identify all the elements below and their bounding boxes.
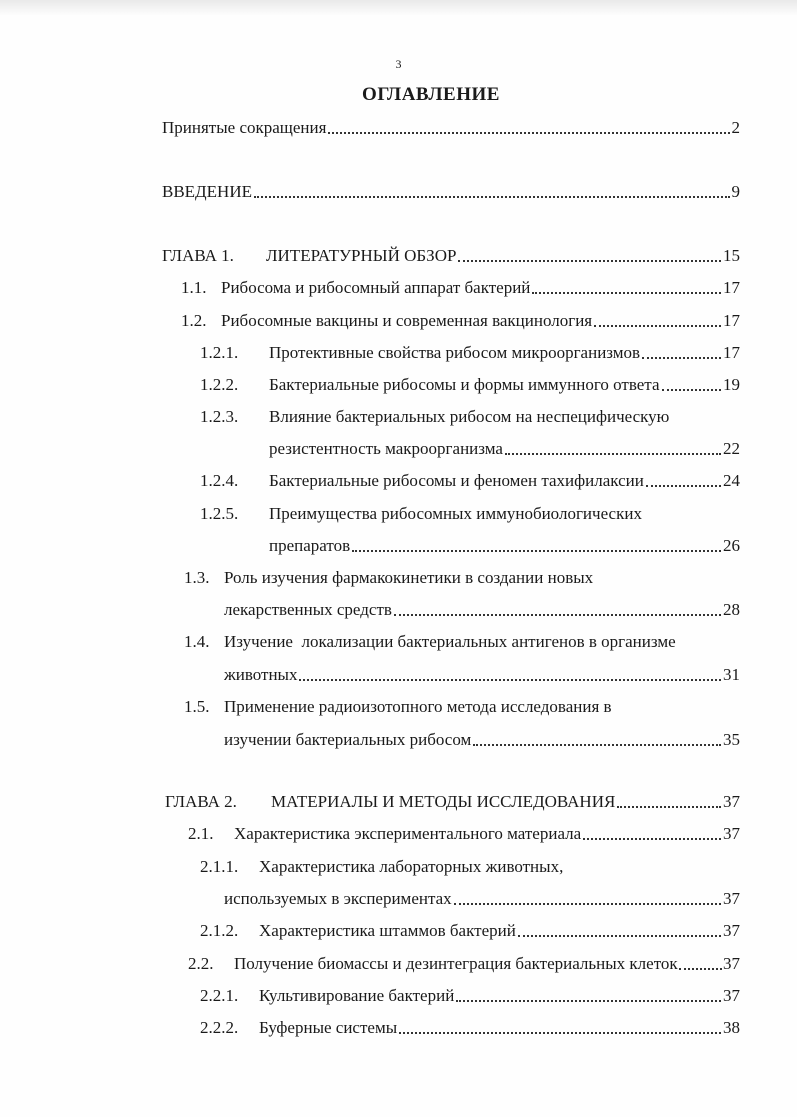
toc-entry-page: 37 — [723, 954, 740, 973]
toc-leader — [454, 903, 721, 905]
toc-entry-text: Принятые сокращения — [162, 118, 327, 137]
toc-leader — [617, 806, 721, 808]
toc-section — [184, 631, 740, 653]
toc-leader — [583, 838, 721, 840]
toc-entry-number: 1.2.2. — [200, 375, 239, 394]
toc-entry-text: Буферные системы — [259, 1018, 398, 1037]
toc-entry-text: Характеристика лабораторных животных, — [259, 857, 564, 876]
toc-entry-text: Бактериальные рибосомы и формы иммунного ответа — [269, 375, 660, 394]
toc-leader — [662, 389, 722, 391]
toc-entry-text: Характеристика экспериментального материала — [234, 824, 582, 843]
toc-entry-number: 1.4. — [184, 632, 210, 651]
toc-leader — [456, 1000, 721, 1002]
toc-entry-page: 37 — [723, 824, 740, 843]
toc-section — [181, 277, 740, 299]
toc-subsection — [200, 470, 740, 492]
toc-entry-text: Протективные свойства рибосом микроорганизмов — [269, 343, 641, 362]
toc-entry-number: 1.2.1. — [200, 343, 239, 362]
toc-entry-number: 1.2.4. — [200, 471, 239, 490]
toc-subsection — [200, 1017, 740, 1039]
toc-entry-page: 19 — [723, 375, 740, 394]
toc-subsection — [200, 374, 740, 396]
toc-entry-page: 2 — [731, 118, 740, 137]
toc-entry-text: Изучение локализации бактериальных антигенов в организме — [224, 632, 676, 651]
toc-continuation — [269, 535, 740, 557]
toc-leader — [594, 325, 721, 327]
toc-entry-number: ГЛАВА 1. — [162, 246, 234, 265]
toc-entry-text: препаратов — [269, 536, 351, 555]
toc-entry-text: Получение биомассы и дезинтеграция бактериальных клеток — [234, 954, 678, 973]
toc-entry-text: Характеристика штаммов бактерий — [259, 921, 516, 940]
toc-subsection — [200, 406, 740, 428]
toc-entry-text: изучении бактериальных рибосом — [224, 730, 472, 749]
toc-entry-page: 22 — [723, 439, 740, 458]
toc-entry-text: ВВЕДЕНИЕ — [162, 182, 252, 201]
toc-section — [184, 567, 740, 589]
toc-subsection — [200, 342, 740, 364]
toc-leader — [399, 1032, 721, 1034]
toc-leader — [646, 485, 721, 487]
toc-entry-number: 2.2.1. — [200, 986, 239, 1005]
toc-entry-number: 2.1. — [188, 824, 214, 843]
page-title: ОГЛАВЛЕНИЕ — [362, 84, 500, 105]
toc-entry-text: Применение радиоизотопного метода исследования в — [224, 697, 612, 716]
toc-continuation — [224, 888, 740, 910]
toc-section — [188, 823, 740, 845]
toc-leader — [328, 132, 729, 134]
toc-subsection — [200, 985, 740, 1007]
toc-entry-page: 24 — [723, 471, 740, 490]
toc-continuation — [224, 664, 740, 686]
toc-entry-number: ГЛАВА 2. — [165, 792, 237, 811]
toc-leader — [505, 453, 721, 455]
toc-entry-page: 35 — [723, 730, 740, 749]
toc-leader — [458, 260, 721, 262]
toc-section — [188, 953, 740, 975]
toc-entry-text: Рибосомные вакцины и современная вакцинология — [221, 311, 593, 330]
toc-entry-number: 1.1. — [181, 278, 207, 297]
toc-subsection — [200, 920, 740, 942]
toc-entry-page: 28 — [723, 600, 740, 619]
toc-continuation — [224, 729, 740, 751]
toc-entry-text: Преимущества рибосомных иммунобиологических — [269, 504, 642, 523]
toc-entry-page: 37 — [723, 986, 740, 1005]
toc-entry-text: Влияние бактериальных рибосом на неспецифическую — [269, 407, 670, 426]
toc-entry — [162, 117, 740, 139]
toc-entry-number: 2.2. — [188, 954, 214, 973]
toc-entry — [162, 181, 740, 203]
toc-entry-page: 37 — [723, 921, 740, 940]
toc-chapter — [165, 791, 740, 813]
toc-entry-page: 17 — [723, 343, 740, 362]
toc-entry-number: 1.5. — [184, 697, 210, 716]
toc-entry-page: 17 — [723, 311, 740, 330]
toc-entry-text: лекарственных средств — [224, 600, 392, 619]
toc-entry-text: используемых в экспериментах — [224, 889, 452, 908]
toc-chapter — [162, 245, 740, 267]
toc-entry-text: ЛИТЕРАТУРНЫЙ ОБЗОР — [266, 246, 457, 265]
toc-leader — [642, 357, 721, 359]
scan-shadow — [0, 0, 797, 16]
toc-continuation — [224, 599, 740, 621]
toc-entry-number: 1.2.5. — [200, 504, 239, 523]
toc-entry-text: МАТЕРИАЛЫ И МЕТОДЫ ИССЛЕДОВАНИЯ — [271, 792, 616, 811]
toc-entry-page: 37 — [723, 889, 740, 908]
toc-entry-page: 37 — [723, 792, 740, 811]
toc-subsection — [200, 856, 740, 878]
toc-leader — [254, 196, 730, 198]
toc-leader — [532, 292, 721, 294]
toc-entry-page: 38 — [723, 1018, 740, 1037]
toc-section — [181, 310, 740, 332]
toc-entry-page: 15 — [723, 246, 740, 265]
toc-entry-page: 9 — [731, 182, 740, 201]
toc-entry-page: 31 — [723, 665, 740, 684]
toc-entry-number: 2.2.2. — [200, 1018, 239, 1037]
toc-entry-text: Рибосома и рибосомный аппарат бактерий — [221, 278, 531, 297]
toc-entry-page: 17 — [723, 278, 740, 297]
toc-entry-text: Роль изучения фармакокинетики в создании новых — [224, 568, 594, 587]
toc-leader — [352, 550, 721, 552]
toc-entry-number: 1.2. — [181, 311, 207, 330]
toc-leader — [473, 744, 721, 746]
toc-continuation — [269, 438, 740, 460]
toc-entry-text: животных — [224, 665, 298, 684]
page-number: 3 — [395, 57, 402, 71]
toc-section — [184, 696, 740, 718]
toc-entry-number: 2.1.1. — [200, 857, 239, 876]
toc-leader — [518, 935, 721, 937]
toc-entry-text: Культивирование бактерий — [259, 986, 455, 1005]
toc-entry-page: 26 — [723, 536, 740, 555]
toc-entry-number: 2.1.2. — [200, 921, 239, 940]
toc-subsection — [200, 503, 740, 525]
toc-entry-number: 1.2.3. — [200, 407, 239, 426]
toc-leader — [299, 679, 721, 681]
toc-leader — [679, 968, 722, 970]
toc-entry-number: 1.3. — [184, 568, 210, 587]
toc-leader — [394, 614, 721, 616]
toc-entry-text: Бактериальные рибосомы и феномен тахифилаксии — [269, 471, 644, 490]
toc-entry-text: резистентность макроорганизма — [269, 439, 503, 458]
